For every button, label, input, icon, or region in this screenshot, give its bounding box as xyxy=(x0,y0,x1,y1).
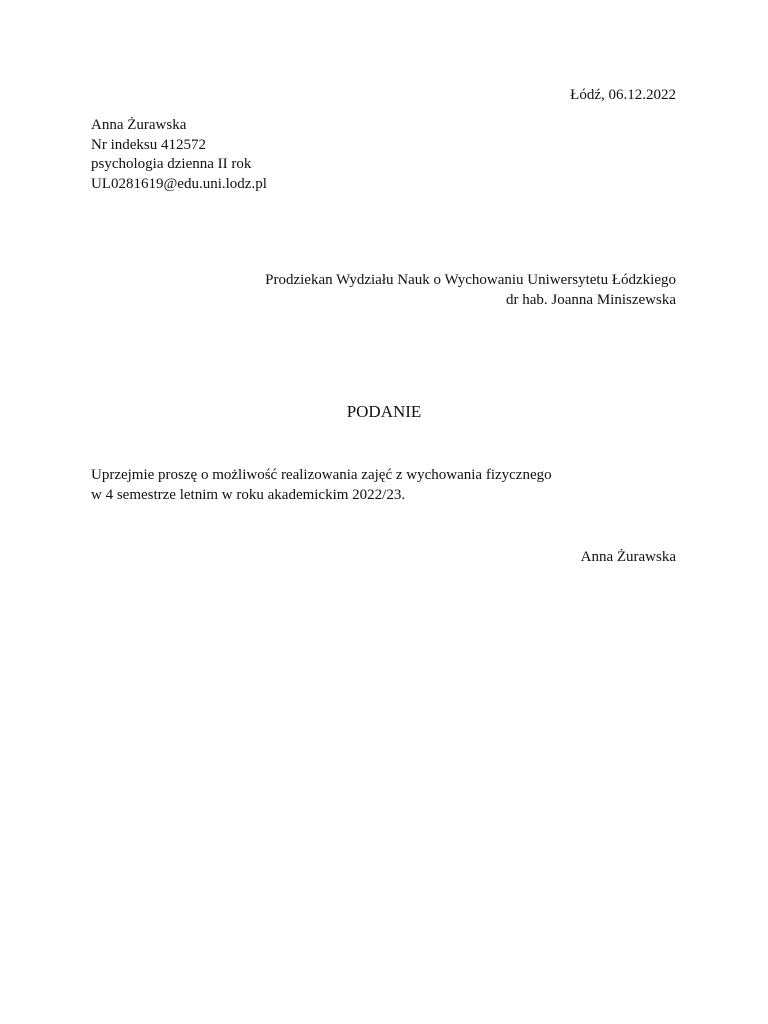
sender-index-number: Nr indeksu 412572 xyxy=(91,136,206,153)
sender-block xyxy=(91,116,267,194)
recipient-block xyxy=(265,271,676,310)
document-heading: PODANIE xyxy=(346,402,422,421)
recipient-name: dr hab. Joanna Miniszewska xyxy=(506,291,676,308)
signature: Anna Żurawska xyxy=(580,549,676,565)
sender-email: UL0281619@edu.uni.lodz.pl xyxy=(91,175,267,192)
sender-program: psychologia dzienna II rok xyxy=(91,156,252,172)
body-line: w 4 semestrze letnim w roku akademickim 2022/23. xyxy=(91,486,406,503)
document-date: Łódź, 06.12.2022 xyxy=(570,87,676,103)
body-paragraph xyxy=(91,466,552,505)
recipient-title: Prodziekan Wydziału Nauk o Wychowaniu Uniwersytetu Łódzkiego xyxy=(265,272,676,288)
sender-name: Anna Żurawska xyxy=(91,117,187,133)
body-line: Uprzejmie proszę o możliwość realizowania zajęć z wychowania fizycznego xyxy=(91,467,552,483)
